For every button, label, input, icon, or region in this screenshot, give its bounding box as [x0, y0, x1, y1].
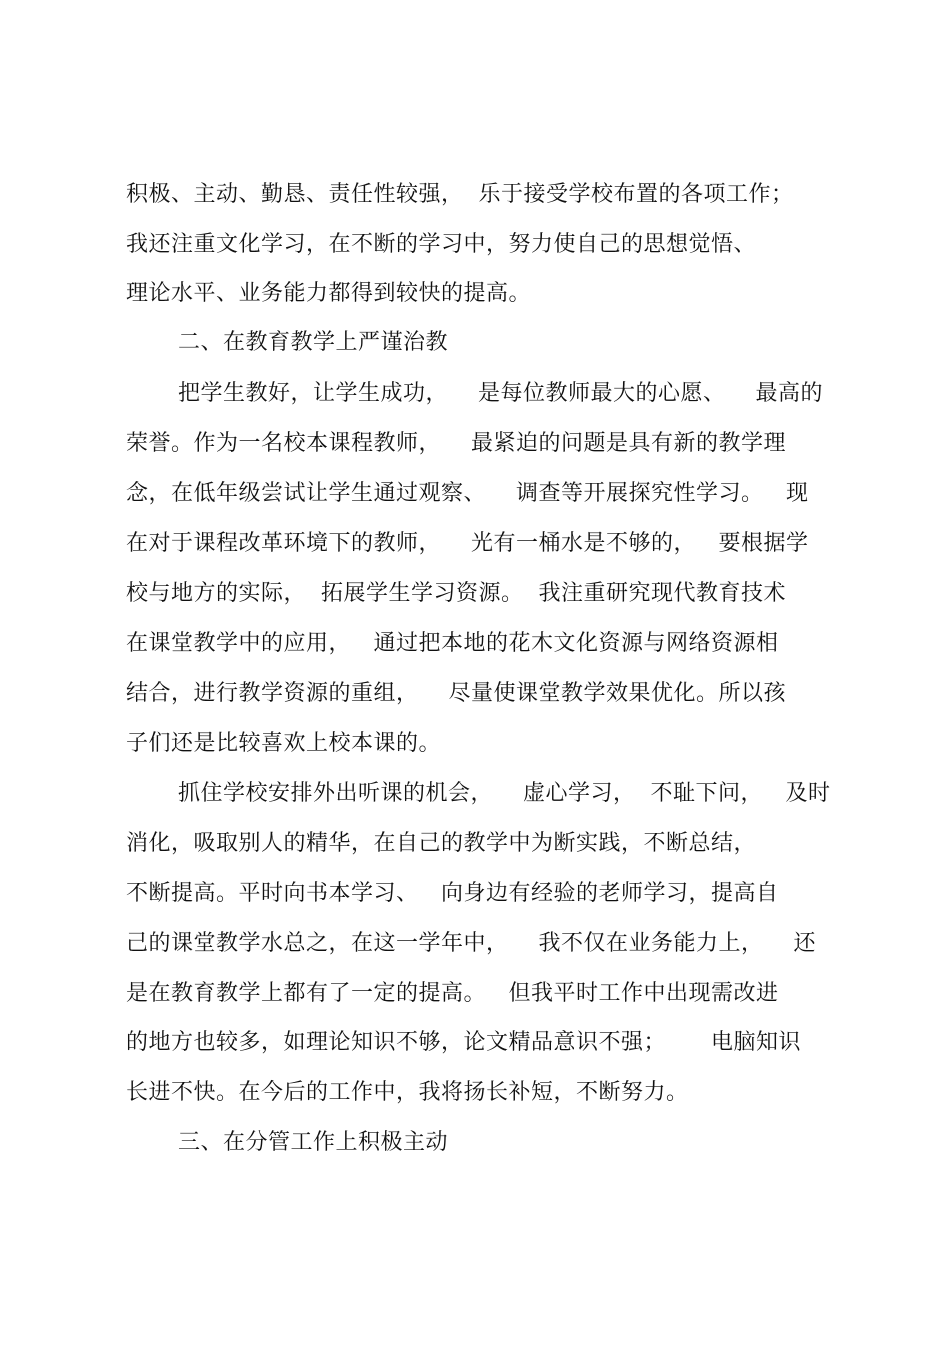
text-line: 子们还是比较喜欢上校本课的。 [126, 731, 442, 756]
text-line: 我还注重文化学习，在不断的学习中，努力使自己的思想觉悟、 [126, 232, 757, 257]
text-line: 把学生教好，让学生成功， 是每位教师最大的心愿、 最高的 [178, 381, 823, 406]
text-line: 在课堂教学中的应用， 通过把本地的花木文化资源与网络资源相 [126, 631, 779, 656]
text-line: 己的课堂教学水总之，在这一学年中， 我不仅在业务能力上， 还 [126, 931, 816, 956]
text-line: 积极、主动、勤恳、责任性较强， 乐于接受学校布置的各项工作； [126, 182, 794, 207]
text-line: 荣誉。作为一名校本课程教师， 最紧迫的问题是具有新的教学理 [126, 431, 786, 456]
text-line: 念，在低年级尝试让学生通过观察、 调查等开展探究性学习。 现 [126, 481, 809, 506]
text-line: 结合，进行教学资源的重组， 尽量使课堂教学效果优化。所以孩 [126, 681, 786, 706]
text-line: 消化，吸取别人的精华，在自己的教学中为断实践，不断总结， [126, 831, 757, 856]
text-line: 的地方也较多，如理论知识不够，论文精品意识不强； 电脑知识 [126, 1030, 801, 1055]
section-heading: 二、在教育教学上严谨治教 [178, 330, 449, 355]
text-line: 理论水平、业务能力都得到较快的提高。 [126, 281, 532, 306]
section-heading: 三、在分管工作上积极主动 [178, 1130, 449, 1155]
text-line: 不断提高。平时向书本学习、 向身边有经验的老师学习，提高自 [126, 881, 779, 906]
text-line: 长进不快。在今后的工作中，我将扬长补短，不断努力。 [126, 1080, 689, 1105]
text-line: 在对于课程改革环境下的教师， 光有一桶水是不够的， 要根据学 [126, 531, 809, 556]
text-line: 是在教育教学上都有了一定的提高。 但我平时工作中出现需改进 [126, 981, 779, 1006]
text-line: 抓住学校安排外出听课的机会， 虚心学习， 不耻下问， 及时 [178, 781, 831, 806]
text-line: 校与地方的实际， 拓展学生学习资源。 我注重研究现代教育技术 [126, 581, 786, 606]
